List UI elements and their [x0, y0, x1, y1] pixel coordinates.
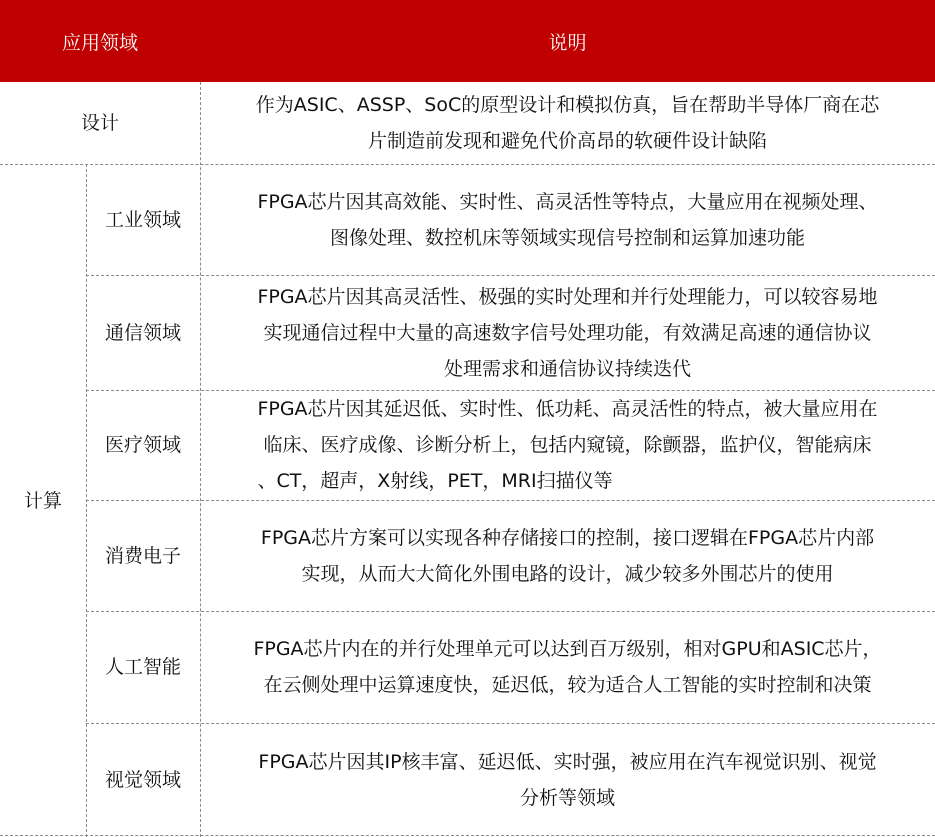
- design-description: [200, 82, 935, 164]
- row-label-industrial: 工业领域: [104, 208, 181, 231]
- desc-line: 处理需求和通信协议持续迭代: [443, 357, 691, 380]
- desc-line: 在云侧处理中运算速度快，延迟低，较为适合人工智能的实时控制和决策: [263, 674, 872, 696]
- design-label: 设计: [80, 112, 119, 134]
- row-divider: [86, 275, 935, 276]
- header-description: 说明: [548, 31, 587, 54]
- row-divider: [86, 723, 935, 724]
- column-divider: [200, 82, 201, 837]
- desc-line: 图像处理、数控机床等领域实现信号控制和运算加速功能: [329, 226, 805, 249]
- row-desc-medical: [200, 390, 935, 500]
- desc-line: FPGA芯片因其IP核丰富、延迟低、实时强，被应用在汽车视觉识别、视觉: [258, 751, 877, 773]
- row-desc-consumer-electronics: [200, 500, 935, 611]
- row-desc-communication: [200, 275, 935, 390]
- row-divider: [0, 164, 935, 165]
- row-label-medical: 医疗领域: [104, 434, 181, 456]
- compute-label: 计算: [23, 489, 62, 512]
- desc-line: FPGA芯片因其高灵活性、极强的实时处理和并行处理能力，可以较容易地: [257, 285, 878, 308]
- row-divider: [86, 500, 935, 501]
- desc-line: FPGA芯片因其延迟低、实时性、低功耗、高灵活性的特点，被大量应用在: [257, 398, 878, 420]
- row-desc-ai: [200, 611, 935, 723]
- desc-line: 临床、医疗成像、诊断分析上，包括内窥镜，除颤器，监护仪，智能病床: [263, 434, 872, 456]
- row-label-vision: 视觉领域: [104, 769, 181, 791]
- row-divider: [86, 390, 935, 391]
- row-label-communication: 通信领域: [104, 321, 181, 344]
- design-desc-line: 片制造前发现和避免代价高昂的软硬件设计缺陷: [367, 130, 767, 152]
- desc-line: 分析等领域: [519, 787, 615, 809]
- row-desc-vision: [200, 723, 935, 837]
- desc-line: 实现通信过程中大量的高速数字信号处理功能，有效满足高速的通信协议: [263, 321, 872, 344]
- desc-line: FPGA芯片内在的并行处理单元可以达到百万级别，相对GPU和ASIC芯片，: [253, 638, 882, 660]
- row-desc-industrial: [200, 164, 935, 275]
- design-desc-line: 作为ASIC、ASSP、SoC的原型设计和模拟仿真，旨在帮助半导体厂商在芯: [255, 94, 880, 116]
- row-label-consumer-electronics: 消费电子: [104, 544, 181, 567]
- desc-line: FPGA芯片方案可以实现各种存储接口的控制，接口逻辑在FPGA芯片内部: [260, 526, 875, 549]
- desc-line: 实现，从而大大简化外围电路的设计，减少较多外围芯片的使用: [301, 562, 834, 585]
- bottom-border: [0, 835, 935, 836]
- column-divider: [86, 164, 87, 837]
- row-label-ai: 人工智能: [104, 656, 181, 678]
- desc-line: 、CT，超声，X射线，PET，MRI扫描仪等: [257, 470, 613, 492]
- header-application-field: 应用领域: [61, 31, 138, 54]
- desc-line: FPGA芯片因其高效能、实时性、高灵活性等特点，大量应用在视频处理、: [257, 190, 878, 213]
- row-divider: [86, 611, 935, 612]
